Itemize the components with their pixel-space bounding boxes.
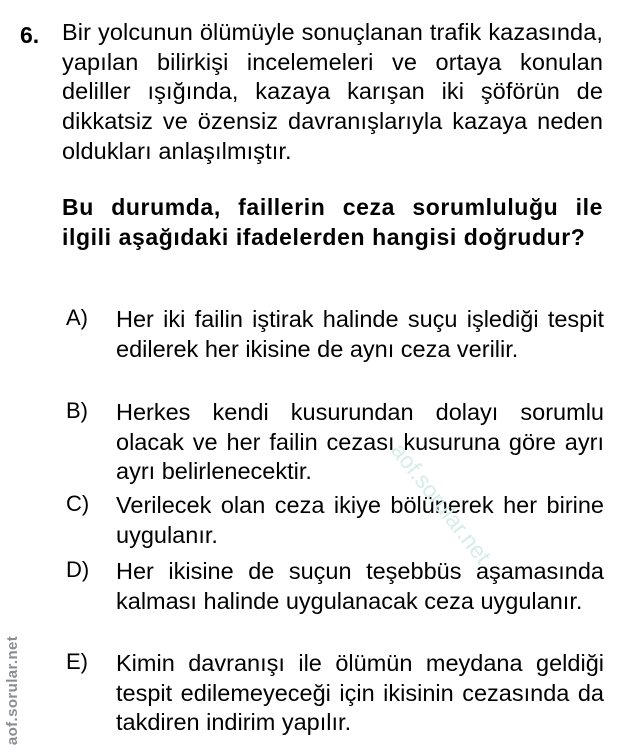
option-text: Herkes kendi kusurundan dolayı sorumlu olacak ve her failin cezası kusuruna göre ayrı ayrı belirlenecektir.: [116, 399, 604, 485]
question-number: 6.: [20, 22, 40, 48]
option-letter: B): [66, 398, 88, 423]
option-letter: C): [66, 491, 90, 516]
option-text: Verilecek olan ceza ikiye bölünerek her birine uygulanır.: [116, 492, 604, 548]
question-stem: Bir yolcunun ölümüyle sonuçlanan trafik kazasında, yapılan bilirkişi incelemeleri ve ortaya konulan deliller ışığında, kazaya karışan iki şöförün de dikkatsiz ve özensiz davranışlarıyla kazaya neden oldukları anlaşılmıştır.: [62, 19, 603, 164]
option-letter: A): [66, 305, 88, 330]
option-letter: E): [66, 649, 88, 674]
watermark-diagonal: aof.sorular.net: [386, 437, 497, 569]
option-text: Kimin davranışı ile ölümün meydana geldiği tespit edilemeyeceği için ikisinin cezasında da takdiren indirim yapılır.: [116, 650, 604, 736]
question-prompt: Bu durumda, faillerin ceza sorumluluğu ile ilgili aşağıdaki ifadelerden hangisi doğrudur?: [62, 194, 603, 250]
option-letter: D): [66, 557, 90, 582]
option-text: Her iki failin iştirak halinde suçu işlediği tespit edilerek her ikisine de aynı ceza verilir.: [116, 306, 604, 362]
option-text: Her ikisine de suçun teşebbüs aşamasında kalması halinde uygulanacak ceza uygulanır.: [116, 558, 604, 614]
watermark-side: aof.sorular.net: [4, 635, 22, 746]
